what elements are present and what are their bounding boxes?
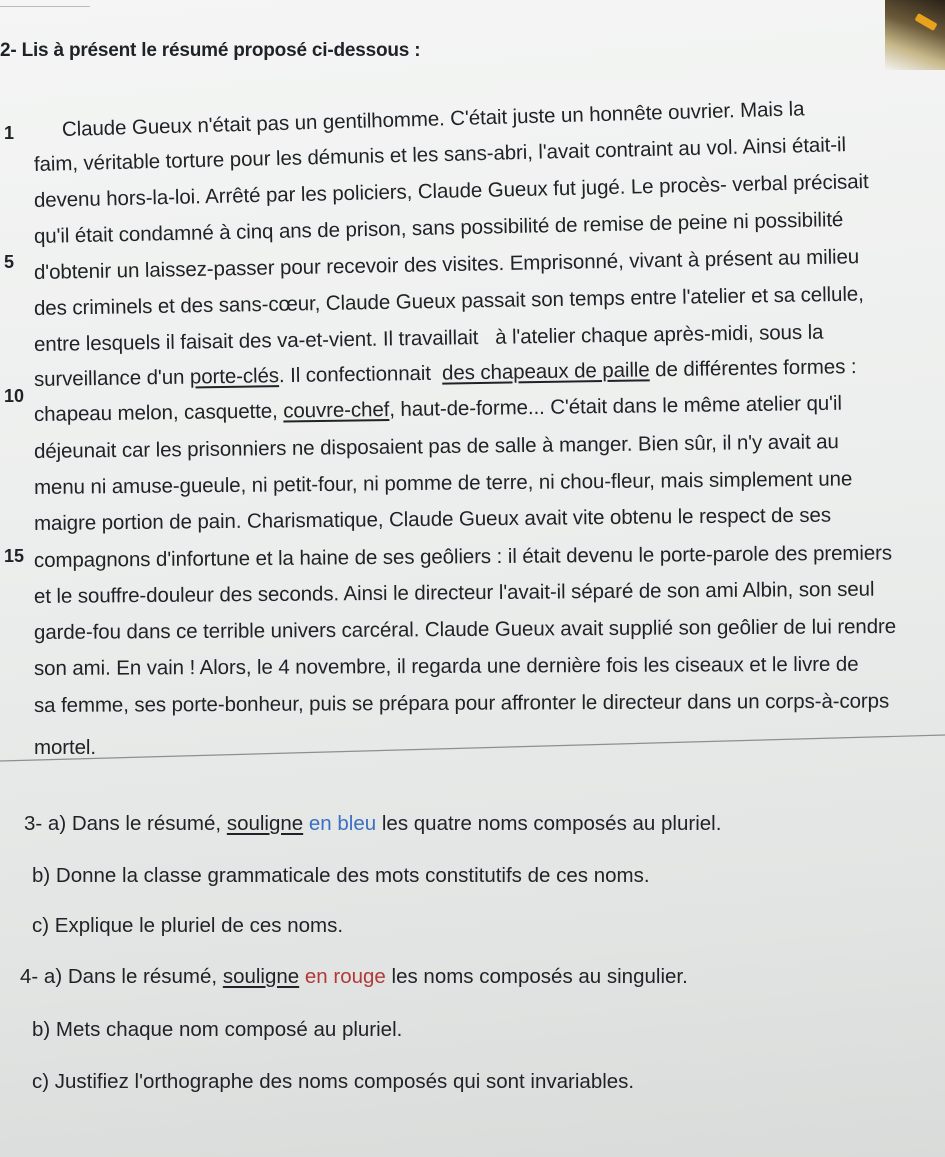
passage-line — [34, 355, 857, 392]
passage-line: menu ni amuse-gueule, ni petit-four, ni pomme de terre, ni chou-fleur, mais simplement une — [33, 467, 853, 499]
question-4b: b) Mets chaque nom composé au pluriel. — [32, 1018, 403, 1041]
question-4a-end: les noms composés au singulier. — [391, 965, 688, 988]
exercise-heading: 2- Lis à présent le résumé proposé ci-dessous : — [0, 40, 421, 61]
passage-line: faim, véritable torture pour les démunis et les sans-abri, l'avait contraint au vol. Ainsi était-il — [33, 133, 847, 176]
passage-line — [34, 321, 824, 357]
question-3a — [24, 812, 721, 836]
passage-segment: , haut-de-forme... C'était dans le même atelier qu'il — [389, 391, 842, 422]
question-4a-text: 4- a) Dans le résumé, — [20, 965, 218, 988]
question-3a-underlined: souligne — [226, 812, 304, 835]
passage-line: et le souffre-douleur des seconds. Ainsi le directeur l'avait-il séparé de son ami Albin, son seul — [33, 577, 875, 608]
passage-line — [34, 392, 842, 427]
question-4c: c) Justifiez l'orthographe des noms composés qui sont invariables. — [32, 1070, 635, 1093]
highlighter-mark — [914, 13, 937, 31]
passage-line: son ami. En vain ! Alors, le 4 novembre, il regarda une dernière fois les ciseaux et le livre de — [33, 652, 859, 680]
passage-line: Claude Gueux n'était pas un gentilhomme. C'était juste un honnête ouvrier. Mais la — [61, 97, 805, 141]
passage-segment: entre lesquels il faisait des va-et-vient. Il travaillait — [33, 326, 479, 356]
underlined-chapeaux-de-paille: des chapeaux de paille — [441, 358, 650, 385]
question-3a-color: en bleu — [308, 812, 377, 835]
question-4a-underlined: souligne — [222, 965, 300, 988]
passage-line: devenu hors-la-loi. Arrêté par les policiers, Claude Gueux fut jugé. Le procès- verbal précisait — [33, 170, 869, 212]
question-4a-color: en rouge — [304, 965, 386, 988]
passage-line: des criminels et des sans-cœur, Claude Gueux passait son temps entre l'atelier et sa cellule, — [33, 282, 864, 320]
passage-segment: chapeau melon, casquette, — [33, 399, 278, 426]
passage-segment: surveillance d'un — [33, 365, 185, 391]
passage-segment: . Il confectionnait — [278, 361, 432, 388]
question-3a-text: 3- a) Dans le résumé, — [24, 812, 222, 835]
passage-segment: à l'atelier chaque après-midi, sous la — [494, 320, 824, 349]
line-number-15: 15 — [4, 546, 25, 566]
page-corner-shadow — [885, 0, 945, 70]
question-3c: c) Explique le pluriel de ces noms. — [32, 914, 344, 937]
passage-line: compagnons d'infortune et la haine de ses geôliers : il était devenu le porte-parole des premiers — [33, 541, 893, 572]
passage-line: maigre portion de pain. Charismatique, Claude Gueux avait vite obtenu le respect de ses — [33, 503, 832, 535]
passage-line: sa femme, ses porte-bonheur, puis se prépara pour affronter le directeur dans un corps-à-corps — [33, 689, 890, 717]
underlined-couvre-chef: couvre-chef — [283, 398, 390, 423]
passage-line: d'obtenir un laissez-passer pour recevoir des visites. Emprisonné, vivant à présent au milieu — [33, 245, 860, 284]
top-rule — [0, 6, 90, 7]
underlined-porte-cles: porte-clés — [189, 364, 280, 389]
line-number-10: 10 — [4, 386, 25, 406]
passage-line: garde-fou dans ce terrible univers carcéral. Claude Gueux avait supplié son geôlier de lui rendre — [33, 614, 897, 644]
box-divider — [0, 733, 945, 763]
question-3a-end: les quatre noms composés au pluriel. — [381, 812, 722, 835]
line-number-1: 1 — [4, 123, 15, 143]
passage-line: qu'il était condamné à cinq ans de prison, sans possibilité de remise de peine ni possibilité — [33, 208, 844, 248]
question-3b: b) Donne la classe grammaticale des mots constitutifs de ces noms. — [32, 864, 650, 887]
question-4a — [20, 965, 688, 989]
line-number-5: 5 — [4, 252, 15, 272]
divider-line — [0, 735, 945, 761]
passage-segment: de différentes formes : — [649, 355, 857, 382]
passage-line: déjeunait car les prisonniers ne disposaient pas de salle à manger. Bien sûr, il n'y avait au — [33, 430, 839, 463]
passage-line: mortel. — [34, 736, 96, 759]
